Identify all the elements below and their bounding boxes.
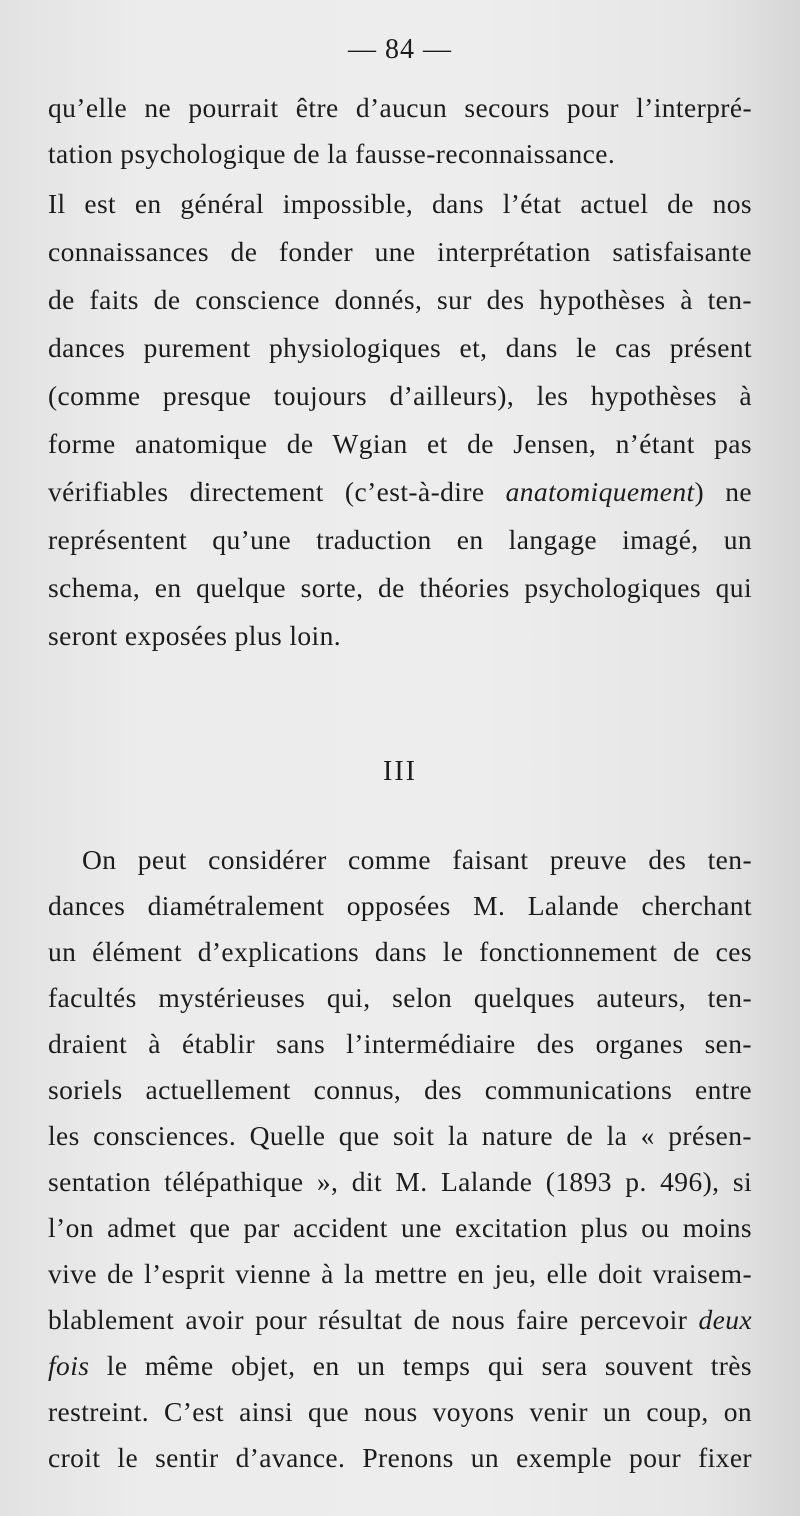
- text-line: forme anatomique de Wgian et de Jensen, n’étant pas: [48, 428, 752, 459]
- text-line-with-italic: [48, 472, 752, 512]
- text-segment: ) ne: [694, 476, 752, 507]
- text-line: vive de l’esprit vienne à la mettre en jeu, elle doit vraisem-: [48, 1258, 752, 1289]
- text-line: (comme presque toujours d’ailleurs), les hypothèses à: [48, 380, 752, 411]
- section-heading: III: [383, 756, 417, 787]
- text-segment: vérifiables directement (c’est-à-dire: [48, 476, 506, 507]
- text-line: les consciences. Quelle que soit la nature de la « présen-: [48, 1120, 752, 1151]
- italic-term: fois: [48, 1350, 90, 1381]
- text-line: seront exposées plus loin.: [48, 620, 341, 651]
- text-line-with-italic: [48, 1346, 752, 1386]
- text-line: dances diamétralement opposées M. Lalande cherchant: [48, 890, 752, 921]
- text-line: schema, en quelque sorte, de théories psychologiques qui: [48, 572, 752, 603]
- text-line: croit le sentir d’avance. Prenons un exemple pour fixer: [48, 1442, 752, 1473]
- text-segment: blablement avoir pour résultat de nous faire percevoir: [48, 1304, 699, 1335]
- text-line: tation psychologique de la fausse-reconnaissance.: [48, 138, 616, 169]
- text-line: facultés mystérieuses qui, selon quelques auteurs, ten-: [48, 982, 752, 1013]
- page-number: — 84 —: [348, 34, 452, 65]
- italic-term: anatomiquement: [505, 476, 695, 507]
- text-line: qu’elle ne pourrait être d’aucun secours pour l’interpré-: [48, 92, 752, 123]
- text-line-with-italic: [48, 1300, 752, 1340]
- text-line: un élément d’explications dans le fonctionnement de ces: [48, 936, 752, 967]
- text-line: sentation télépathique », dit M. Lalande (1893 p. 496), si: [48, 1166, 752, 1197]
- text-line: Il est en général impossible, dans l’état actuel de nos: [48, 188, 752, 219]
- text-line: soriels actuellement connus, des communications entre: [48, 1074, 752, 1105]
- text-line: l’on admet que par accident une excitation plus ou moins: [48, 1212, 752, 1243]
- italic-term: deux: [698, 1304, 752, 1335]
- text-segment: le même objet, en un temps qui sera souvent très: [89, 1350, 752, 1381]
- text-line: de faits de conscience donnés, sur des hypothèses à ten-: [48, 284, 752, 315]
- text-line: On peut considérer comme faisant preuve des ten-: [82, 844, 752, 875]
- text-line: dances purement physiologiques et, dans le cas présent: [48, 332, 752, 363]
- text-line: connaissances de fonder une interprétation satisfaisante: [48, 236, 752, 267]
- text-line: draient à établir sans l’intermédiaire des organes sen-: [48, 1028, 752, 1059]
- text-line: restreint. C’est ainsi que nous voyons venir un coup, on: [48, 1396, 752, 1427]
- text-line: représentent qu’une traduction en langage imagé, un: [48, 524, 752, 555]
